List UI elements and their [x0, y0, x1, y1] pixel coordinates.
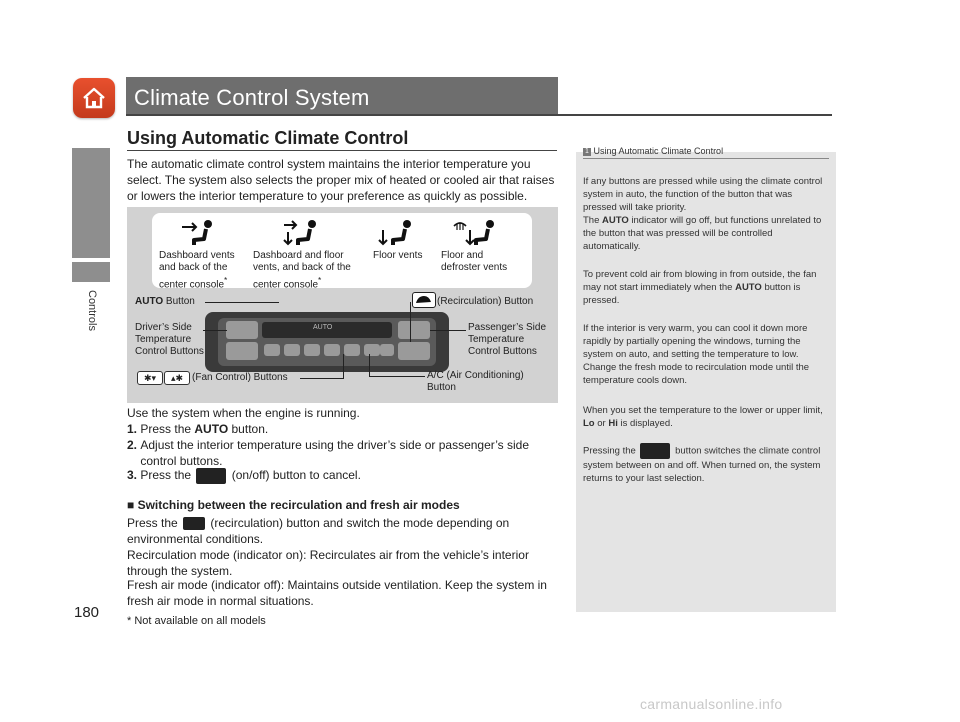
recirculation-paragraph: Press the (recirculation) button and switch the mode depending on environmental conditions. — [127, 516, 510, 546]
floor-vent-icon — [377, 218, 419, 248]
section-rule — [127, 150, 557, 151]
page-number: 180 — [74, 604, 100, 621]
driver-temp-up-button[interactable] — [226, 321, 258, 339]
leader-line — [205, 302, 279, 303]
panel-auto-label: AUTO — [313, 324, 333, 331]
driver-temp-down-button[interactable] — [226, 342, 258, 360]
ac-panel-button[interactable] — [364, 344, 380, 356]
recirculation-icon — [183, 517, 205, 530]
passenger-temp-up-button[interactable] — [398, 321, 430, 339]
recirculation-icon — [412, 292, 436, 308]
fan-up-icon: ▴✱ — [164, 371, 190, 385]
step-3: 3. Press the (on/off) button to cancel. — [127, 468, 361, 482]
leader-line — [343, 354, 344, 379]
header-rule — [126, 114, 832, 116]
auto-panel-button[interactable] — [264, 344, 280, 356]
step-1: 1. Press the AUTO button. — [127, 422, 269, 436]
leader-line — [369, 354, 370, 377]
fan-control-label: (Fan Control) Buttons — [192, 372, 288, 383]
leader-line — [300, 378, 344, 379]
note-paragraph-1: If any buttons are pressed while using the climate control system in auto, the function of the button that was pressed will take priority. — [583, 176, 823, 213]
home-button[interactable] — [73, 78, 115, 118]
onoff-icon — [640, 443, 670, 459]
side-tab-indicator — [72, 262, 110, 282]
page-title: Climate Control System — [134, 85, 370, 110]
onoff-icon — [196, 468, 226, 484]
vent-caption-dashboard-floor: Dashboard and floor vents, and back of the center console* — [253, 250, 351, 291]
auto-button-label: AUTO Button — [135, 296, 195, 307]
recirculation-mode-paragraph: Recirculation mode (indicator on): Recirculates air from the vehicle’s interior through the system. — [127, 548, 529, 578]
steps-lead: Use the system when the engine is running. — [127, 406, 360, 420]
recirculation-panel-button[interactable] — [380, 344, 394, 356]
vent-caption-floor: Floor vents — [373, 250, 423, 261]
step-2: 2. Adjust the interior temperature using the driver’s side or passenger’s side control buttons. — [127, 438, 530, 468]
passenger-temp-down-button[interactable] — [398, 342, 430, 360]
leader-line — [430, 330, 466, 331]
note-paragraph-2: To prevent cold air from blowing in from outside, the fan may not start immediately when the AUTO button is pressed. — [583, 269, 817, 306]
home-icon — [73, 78, 115, 118]
leader-line — [203, 330, 227, 331]
recirculation-button-label: (Recirculation) Button — [437, 296, 534, 307]
intro-paragraph: The automatic climate control system maintains the interior temperature you select. The system also selects the proper mix of heated or cooled air that raises or lowers the interior temperature to your preference as quickly as possible. — [127, 157, 555, 203]
floor-defroster-vent-icon — [452, 218, 500, 248]
passenger-side-label: Passenger’s Side Temperature Control Buttons — [468, 322, 547, 357]
watermark: carmanualsonline.info — [640, 696, 783, 712]
fan-down-panel-button[interactable] — [324, 344, 340, 356]
driver-side-label: Driver’s Side Temperature Control Buttons — [135, 322, 204, 357]
fresh-air-mode-paragraph: Fresh air mode (indicator off): Maintains outside ventilation. Keep the system in fresh air mode in normal situations. — [127, 578, 547, 608]
side-tab-block — [72, 148, 110, 258]
leader-line — [410, 302, 411, 342]
note-paragraph-5: Pressing the button switches the climate control system between on and off. When turned on, the system returns to your last selection. — [583, 443, 825, 485]
note-title: 1 Using Automatic Climate Control — [583, 146, 723, 156]
dashboard-floor-vent-icon — [282, 218, 324, 248]
ac-button-label: A/C (Air Conditioning) Button — [427, 370, 524, 393]
note-paragraph-1b: The AUTO indicator will go off, but functions unrelated to the button that was pressed will be controlled automatically. — [583, 215, 822, 252]
fan-up-panel-button[interactable] — [344, 344, 360, 356]
vent-caption-dashboard: Dashboard vents and back of the center console* — [159, 250, 235, 291]
footnote: * Not available on all models — [127, 615, 266, 627]
fan-down-icon: ✱▾ — [137, 371, 163, 385]
subsection-title: ■ Switching between the recirculation and fresh air modes — [127, 498, 460, 512]
side-tab-label[interactable]: Controls — [86, 290, 98, 331]
mode-panel-button[interactable] — [304, 344, 320, 356]
dashboard-vent-icon — [178, 218, 220, 248]
note-title-rule — [583, 158, 829, 159]
note-paragraph-3: If the interior is very warm, you can cool it down more rapidly by partially opening the windows, turning the system on auto, and setting the temperature to low. Change the fresh mode to recirculation mode until the temperature cools down. — [583, 323, 810, 386]
section-title: Using Automatic Climate Control — [127, 128, 409, 148]
onoff-panel-button[interactable] — [284, 344, 300, 356]
vent-caption-floor-defroster: Floor and defroster vents — [441, 250, 508, 273]
leader-line — [369, 376, 425, 377]
note-paragraph-4: When you set the temperature to the lower or upper limit, Lo or Hi is displayed. — [583, 405, 823, 429]
